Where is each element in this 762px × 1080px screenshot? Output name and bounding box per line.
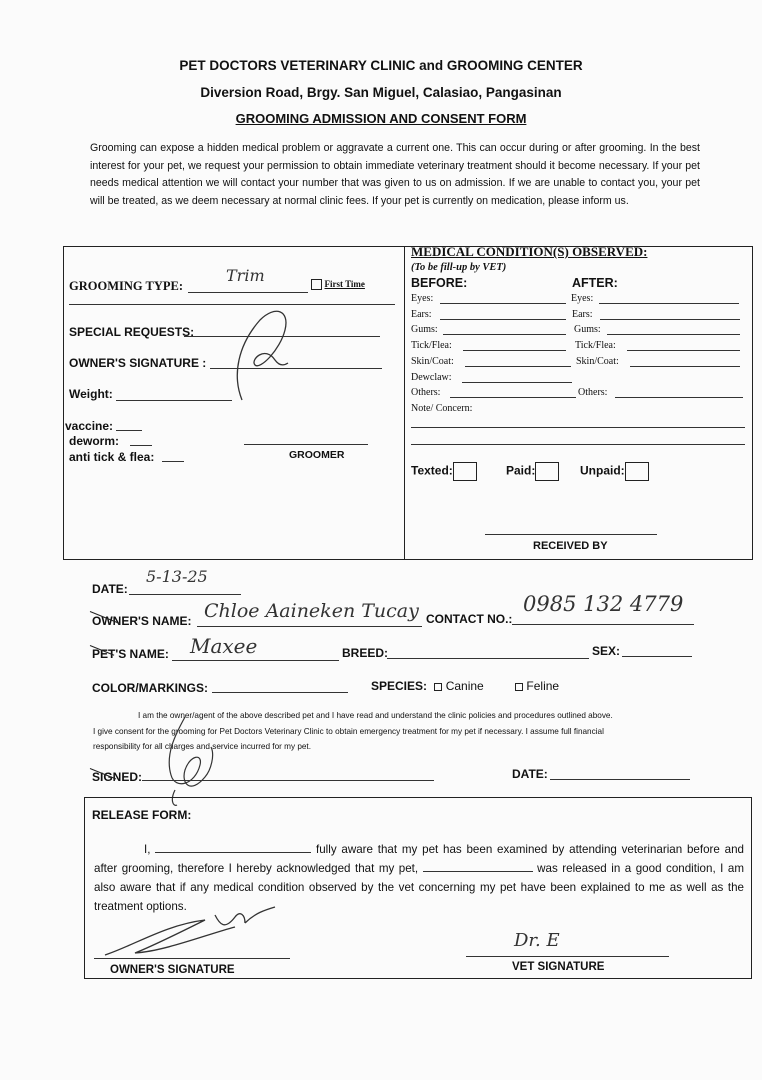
owner-name-label: OWNER'S NAME: (92, 614, 192, 628)
owner-signature-label: OWNER'S SIGNATURE : (69, 356, 207, 370)
after-tick-label: Tick/Flea: (575, 340, 616, 351)
feline-checkbox[interactable] (515, 683, 523, 691)
form-title: GROOMING ADMISSION AND CONSENT FORM (235, 111, 527, 126)
before-others-line[interactable] (450, 397, 576, 398)
grooming-type-value: Trim (226, 266, 265, 285)
unpaid-label: Unpaid: (580, 463, 625, 478)
texted-label: Texted: (411, 463, 453, 478)
paid-box[interactable] (535, 462, 559, 481)
date-value: 5-13-25 (146, 567, 208, 586)
contact-label: CONTACT NO.: (426, 612, 513, 626)
before-eyes-line[interactable] (440, 303, 566, 304)
date-line[interactable] (129, 594, 241, 595)
first-time-label: First Time (324, 279, 365, 289)
after-others-line[interactable] (615, 397, 743, 398)
vet-signature-value: Dr. E (514, 930, 560, 951)
dewclaw-label: Dewclaw: (411, 372, 452, 383)
release-pet-line[interactable] (423, 861, 533, 872)
groomer-line[interactable] (244, 444, 368, 445)
vet-sig-label: VET SIGNATURE (512, 961, 605, 973)
anti-tick-line[interactable] (162, 461, 184, 462)
pet-name-value: Maxee (190, 634, 258, 658)
note-line-1[interactable] (411, 427, 745, 428)
first-time-checkbox[interactable] (311, 279, 322, 290)
before-skin-label: Skin/Coat: (411, 356, 454, 367)
after-eyes-line[interactable] (599, 303, 739, 304)
owner-name-line[interactable] (197, 626, 422, 627)
paid-option[interactable] (506, 462, 559, 481)
release-title: RELEASE FORM: (92, 808, 192, 822)
after-label: AFTER: (572, 276, 618, 290)
box-divider (404, 246, 405, 559)
medical-subtitle: (To be fill-up by VET) (411, 262, 507, 273)
breed-label: BREED: (342, 646, 389, 660)
intro-paragraph: Grooming can expose a hidden medical problem or aggravate a current one. This can occur during or after grooming. In the best interest for your pet, we request your permission to obtain immediate veterinary treatment should it become necessary. If your pet needs medical attention we will contact your number that was given to us on admission. If we are unable to contact you, your pet will be treated, as we deem necessary at normal clinic fees. If your pet is currently on medication, please inform us. (90, 142, 700, 207)
after-gums-label: Gums: (574, 324, 601, 335)
canine-option[interactable] (434, 679, 483, 693)
signed-scribble (145, 715, 225, 810)
received-by-line[interactable] (485, 534, 657, 535)
color-markings-line[interactable] (212, 692, 348, 693)
unpaid-box[interactable] (625, 462, 649, 481)
paid-label: Paid: (506, 463, 536, 478)
owner-signature-scribble (230, 305, 300, 415)
before-eyes-label: Eyes: (411, 293, 434, 304)
clinic-name: PET DOCTORS VETERINARY CLINIC and GROOMING CENTER (179, 58, 583, 73)
canine-checkbox[interactable] (434, 683, 442, 691)
medical-title: MEDICAL CONDITION(S) OBSERVED: (411, 244, 648, 259)
consent-line-3: responsibility for all charges and service incurred for my pet. (93, 742, 311, 751)
special-requests-label: SPECIAL REQUESTS: (69, 325, 195, 339)
before-tick-line[interactable] (463, 350, 566, 351)
before-gums-label: Gums: (411, 324, 438, 335)
contact-line[interactable] (512, 624, 694, 625)
before-ears-line[interactable] (440, 319, 566, 320)
after-eyes-label: Eyes: (571, 293, 594, 304)
signed-label: SIGNED: (92, 770, 143, 784)
owner-name-value: Chloe Aaineken Tucay (204, 600, 419, 622)
sex-label: SEX: (592, 644, 621, 658)
deworm-line[interactable] (130, 445, 152, 446)
consent-line-2: I give consent for the grooming for Pet Doctors Veterinary Clinic to obtain emergency treatment for my pet if necessary. I assume full financial (93, 727, 604, 736)
unpaid-option[interactable] (580, 462, 649, 481)
feline-label: Feline (526, 679, 560, 693)
texted-option[interactable] (411, 462, 477, 481)
received-by-label: RECEIVED BY (533, 540, 608, 552)
first-time-option[interactable] (311, 279, 365, 290)
dewclaw-line[interactable] (462, 382, 572, 383)
after-ears-label: Ears: (572, 309, 593, 320)
vaccine-label: vaccine: (65, 419, 114, 433)
grooming-type-label: GROOMING TYPE: (69, 279, 184, 293)
release-owner-signature-scribble (95, 905, 285, 965)
release-owner-line[interactable] (155, 842, 311, 853)
grooming-type-line[interactable] (188, 292, 308, 293)
pet-name-label: PET'S NAME: (92, 647, 169, 661)
species-label: SPECIES: (371, 679, 428, 693)
texted-box[interactable] (453, 462, 477, 481)
after-skin-label: Skin/Coat: (576, 356, 619, 367)
color-markings-label: COLOR/MARKINGS: (92, 681, 208, 695)
after-gums-line[interactable] (607, 334, 740, 335)
before-others-label: Others: (411, 387, 441, 398)
clinic-address: Diversion Road, Brgy. San Miguel, Calasiao, Pangasinan (200, 85, 562, 100)
sex-line[interactable] (622, 656, 692, 657)
breed-line[interactable] (387, 658, 589, 659)
consent-date-line[interactable] (550, 779, 690, 780)
canine-label: Canine (445, 679, 484, 693)
after-ears-line[interactable] (600, 319, 740, 320)
consent-line-1: I am the owner/agent of the above described pet and I have read and understand the clinic policies and procedures outlined above. (138, 711, 613, 720)
deworm-label: deworm: (69, 434, 120, 448)
consent-date-label: DATE: (512, 767, 548, 781)
before-tick-label: Tick/Flea: (411, 340, 452, 351)
before-label: BEFORE: (411, 276, 468, 290)
after-others-label: Others: (578, 387, 608, 398)
after-skin-line[interactable] (630, 366, 740, 367)
contact-value: 0985 132 4779 (523, 592, 684, 616)
weight-line[interactable] (116, 400, 232, 401)
pet-name-line[interactable] (172, 660, 339, 661)
release-owner-sig-line[interactable] (94, 958, 290, 959)
release-owner-sig-label: OWNER'S SIGNATURE (110, 964, 235, 976)
date-label: DATE: (92, 582, 128, 596)
before-skin-line[interactable] (465, 366, 571, 367)
vaccine-line[interactable] (116, 430, 142, 431)
release-p3: was released in a good condition, I am also aware that if any medical condition observed by the vet concerning my pet have been explained to me as well as the treatment options. (94, 862, 744, 913)
after-tick-line[interactable] (627, 350, 740, 351)
feline-option[interactable] (515, 679, 559, 693)
anti-tick-label: anti tick & flea: (69, 450, 155, 464)
vet-sig-line[interactable] (466, 956, 669, 957)
species-group (371, 679, 559, 693)
before-ears-label: Ears: (411, 309, 432, 320)
note-line-2[interactable] (411, 444, 745, 445)
release-p2: fully aware that my pet has been examined by attending veterinarian before and after grooming, therefore I hereby acknowledged that my pet, (94, 843, 744, 875)
before-gums-line[interactable] (443, 334, 566, 335)
note-label: Note/ Concern: (411, 403, 473, 414)
release-p1: I, (144, 843, 151, 856)
weight-label: Weight: (69, 387, 113, 401)
groomer-label: GROOMER (289, 449, 345, 461)
